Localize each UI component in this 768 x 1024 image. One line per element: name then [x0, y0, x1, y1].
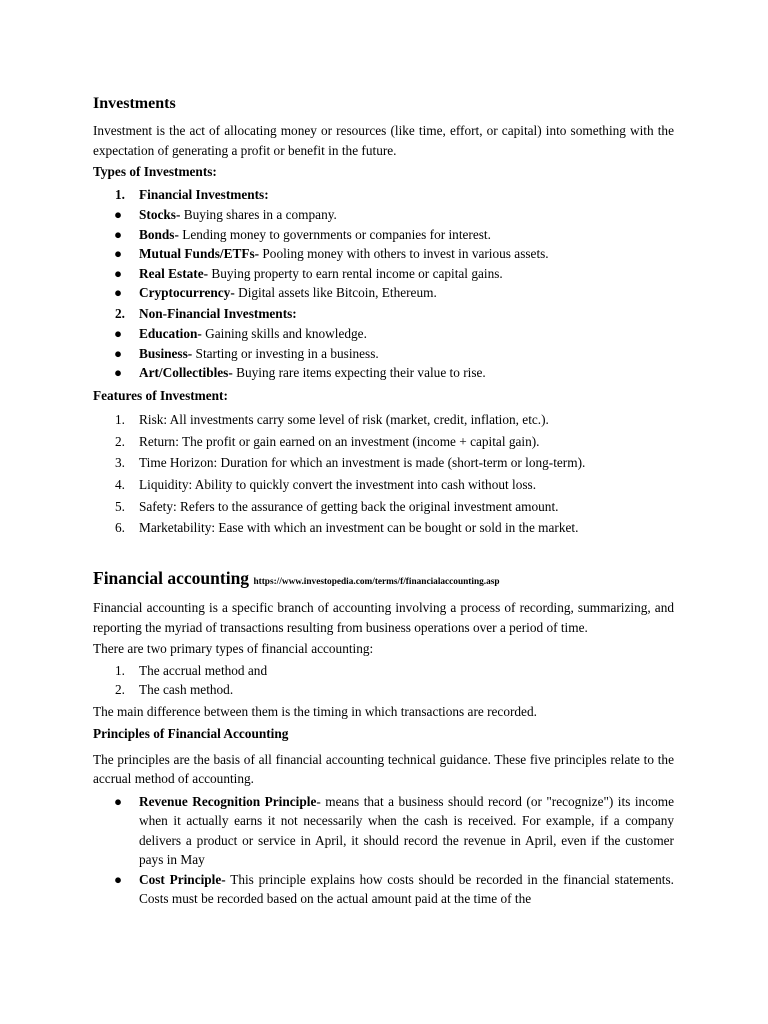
list-number: 5.	[115, 498, 125, 514]
bullet-icon: ●	[114, 871, 123, 887]
list-item	[93, 225, 674, 245]
bullet-icon: ●	[114, 265, 123, 281]
group-title: Financial Investments:	[139, 186, 269, 202]
features-list	[93, 410, 674, 538]
feature-item	[93, 410, 674, 430]
list-number: 1.	[115, 186, 125, 202]
investment-types-list	[93, 185, 674, 383]
list-item	[93, 244, 674, 264]
list-number: 6.	[115, 520, 125, 536]
group-heading-non-financial	[93, 304, 674, 324]
list-number: 1.	[115, 412, 125, 427]
features-label: Features of Investment:	[93, 387, 228, 403]
item-desc: Buying property to earn rental income or capital gains.	[208, 265, 503, 281]
principles-list	[93, 792, 674, 909]
group-title: Non-Financial Investments:	[139, 305, 297, 321]
feature-text: Marketability: Ease with which an investment can be bought or sold in the market.	[139, 520, 579, 536]
types-sentence: There are two primary types of financial accounting:	[93, 641, 374, 657]
feature-text: Safety: Refers to the assurance of getting back the original investment amount.	[139, 498, 559, 514]
item-desc: Lending money to governments or companies for interest.	[178, 226, 491, 242]
item-term: Real Estate-	[139, 265, 209, 281]
item-desc: Buying shares in a company.	[180, 207, 337, 222]
method-text: The accrual method and	[139, 662, 268, 678]
list-number: 2.	[115, 682, 125, 698]
source-url-link[interactable]: https://www.investopedia.com/terms/f/financialaccounting.asp	[253, 577, 500, 588]
bullet-icon: ●	[114, 285, 123, 300]
principle-term: Cost Principle-	[139, 871, 226, 887]
feature-text: Return: The profit or gain earned on an investment (income + capital gain).	[139, 433, 540, 449]
financial-accounting-heading	[93, 566, 674, 594]
method-item	[93, 661, 674, 681]
principles-label: Principles of Financial Accounting	[93, 726, 289, 742]
item-desc: Digital assets like Bitcoin, Ethereum.	[234, 285, 437, 300]
group-heading-financial	[93, 185, 674, 205]
bullet-icon: ●	[114, 326, 123, 341]
list-item	[93, 283, 674, 303]
principle-term: Revenue Recognition Principle	[139, 793, 317, 809]
bullet-icon: ●	[114, 226, 123, 242]
bullet-icon: ●	[114, 207, 123, 222]
financial-accounting-title: Financial accounting	[93, 568, 250, 589]
bullet-icon: ●	[114, 365, 123, 380]
financial-accounting-intro: Financial accounting is a specific branch of accounting involving a process of recording, summarizing, and reporting the myriad of transactions resulting from business operations over a period of time.	[93, 600, 674, 635]
investments-heading: Investments	[93, 95, 176, 112]
item-term: Education-	[139, 326, 202, 341]
principles-intro: The principles are the basis of all financial accounting technical guidance. These five principles relate to the accrual method of accounting.	[93, 751, 674, 787]
bullet-icon: ●	[114, 345, 123, 361]
types-of-investments-label: Types of Investments:	[93, 164, 217, 179]
item-term: Bonds-	[139, 226, 179, 242]
principle-item	[93, 870, 674, 909]
item-term: Business-	[139, 345, 193, 361]
feature-text: Time Horizon: Duration for which an investment is made (short-term or long-term).	[139, 455, 586, 471]
item-desc: Starting or investing in a business.	[192, 345, 379, 361]
feature-text: Liquidity: Ability to quickly convert the investment into cash without loss.	[139, 477, 537, 493]
list-number: 3.	[115, 455, 125, 471]
item-desc: Buying rare items expecting their value to rise.	[232, 365, 486, 380]
item-term: Cryptocurrency-	[139, 285, 235, 300]
principle-desc: This principle explains how costs should be recorded in the financial statements. Costs must be recorded based on the actual amount paid at the time of the	[139, 871, 674, 907]
list-item	[93, 363, 674, 383]
method-text: The cash method.	[139, 682, 234, 698]
document-page	[93, 93, 674, 909]
difference-sentence: The main difference between them is the timing in which transactions are recorded.	[93, 703, 537, 719]
method-item	[93, 680, 674, 700]
feature-text: Risk: All investments carry some level of risk (market, credit, inflation, etc.).	[139, 412, 549, 427]
item-desc: Pooling money with others to invest in various assets.	[259, 246, 549, 261]
investments-intro: Investment is the act of allocating money or resources (like time, effort, or capital) into something with the expectation of generating a profit or benefit in the future.	[93, 123, 674, 158]
item-term: Art/Collectibles-	[139, 365, 233, 380]
feature-item	[93, 432, 674, 452]
feature-item	[93, 497, 674, 517]
list-item	[93, 205, 674, 225]
feature-item	[93, 475, 674, 495]
feature-item	[93, 453, 674, 473]
list-number: 2.	[115, 433, 125, 449]
list-number: 1.	[115, 662, 125, 678]
feature-item	[93, 518, 674, 538]
list-number: 2.	[115, 305, 125, 321]
methods-list	[93, 661, 674, 700]
list-item	[93, 264, 674, 284]
bullet-icon: ●	[114, 793, 123, 809]
bullet-icon: ●	[114, 246, 123, 261]
item-term: Stocks-	[139, 207, 181, 222]
principle-desc: - means that a business should record (or "recognize") its income when it actually earns it not necessarily when the cash is received. For example, if a company delivers a product or service in April, it should record the revenue in April, even if the customer pays in May	[139, 793, 674, 868]
item-term: Mutual Funds/ETFs-	[139, 246, 260, 261]
item-desc: Gaining skills and knowledge.	[201, 326, 367, 341]
list-number: 4.	[115, 477, 125, 493]
principle-item	[93, 792, 674, 870]
list-item	[93, 324, 674, 344]
list-item	[93, 344, 674, 364]
